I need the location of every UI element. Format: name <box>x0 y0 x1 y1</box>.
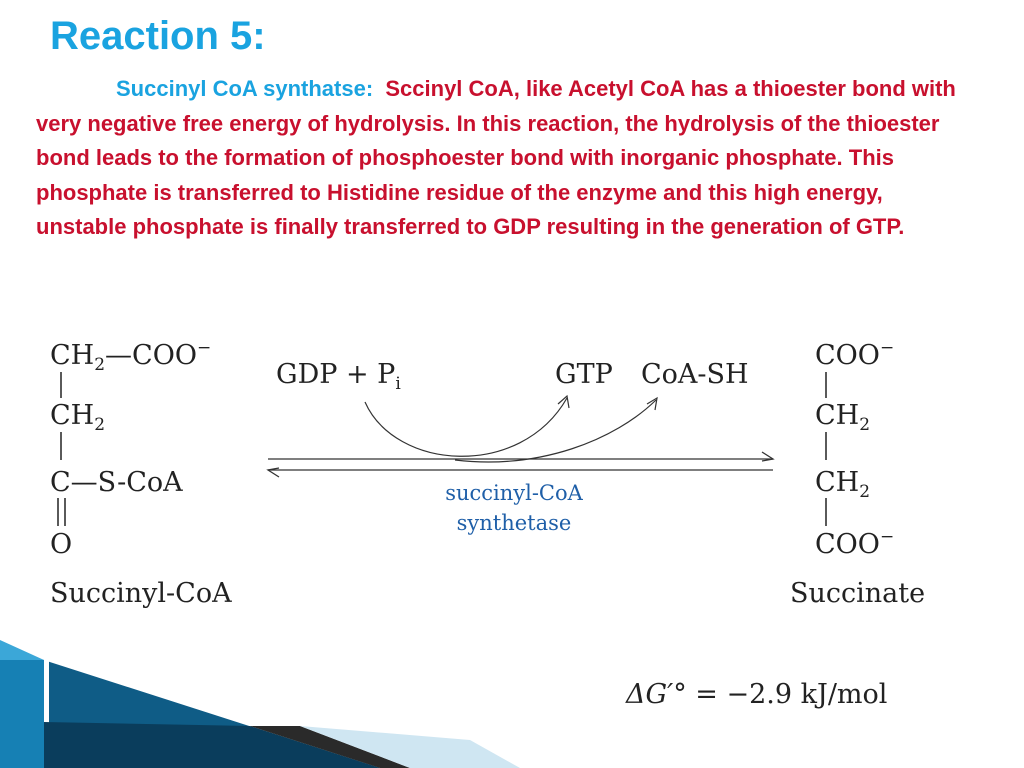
enzyme-label-line2: synthetase <box>456 511 572 535</box>
substrate-row2: $CH_2$ <box>50 400 106 435</box>
enzyme-label <box>445 481 583 535</box>
substrate-name: Succinyl-CoA <box>50 578 232 609</box>
gtp-label: GTP <box>555 359 613 390</box>
succinyl-coa-structure <box>50 338 232 609</box>
heading-colon: : <box>365 76 374 101</box>
slide-title: Reaction 5: <box>50 14 266 58</box>
body-text: Sccinyl CoA, like Acetyl CoA has a thioester bond with very negative free energy of hydrolysis. In this reaction, the hydrolysis of the thioester bond leads to the formation of phosphoester bond with inorganic phosphate. This phosphate is transferred to Histidine residue of the enzyme and this high energy, unstable phosphate is finally transferred to GDP resulting in the generation of GTP. <box>36 76 956 239</box>
succinate-structure <box>790 338 925 609</box>
substrate-row4: O <box>50 529 73 560</box>
reaction-arrows <box>268 452 773 477</box>
substrate-row1: $CH_2—COO^-$ <box>50 338 212 375</box>
curved-arrows <box>365 396 657 462</box>
coa-sh-label: CoA-SH <box>641 359 749 390</box>
delta-g: ΔG′° = −2.9 kJ/mol <box>626 679 888 710</box>
curved-arrow-coash <box>455 400 656 462</box>
product-row4: COO− <box>815 527 895 560</box>
enzyme-label-line1: succinyl-CoA <box>445 481 583 505</box>
product-row1: COO− <box>815 338 895 371</box>
product-row2: $CH_2$ <box>815 400 871 435</box>
substrate-row3: C—S-CoA <box>50 467 183 498</box>
enzyme-heading: Succinyl CoA synthatse <box>116 76 366 101</box>
gdp-pi-label: GDP + $P_i$ <box>276 359 401 394</box>
product-row3: $CH_2$ <box>815 467 871 502</box>
curved-arrow-gtp <box>365 398 567 456</box>
product-name: Succinate <box>790 578 926 609</box>
cofactors <box>276 359 749 394</box>
arrowhead <box>558 396 569 408</box>
